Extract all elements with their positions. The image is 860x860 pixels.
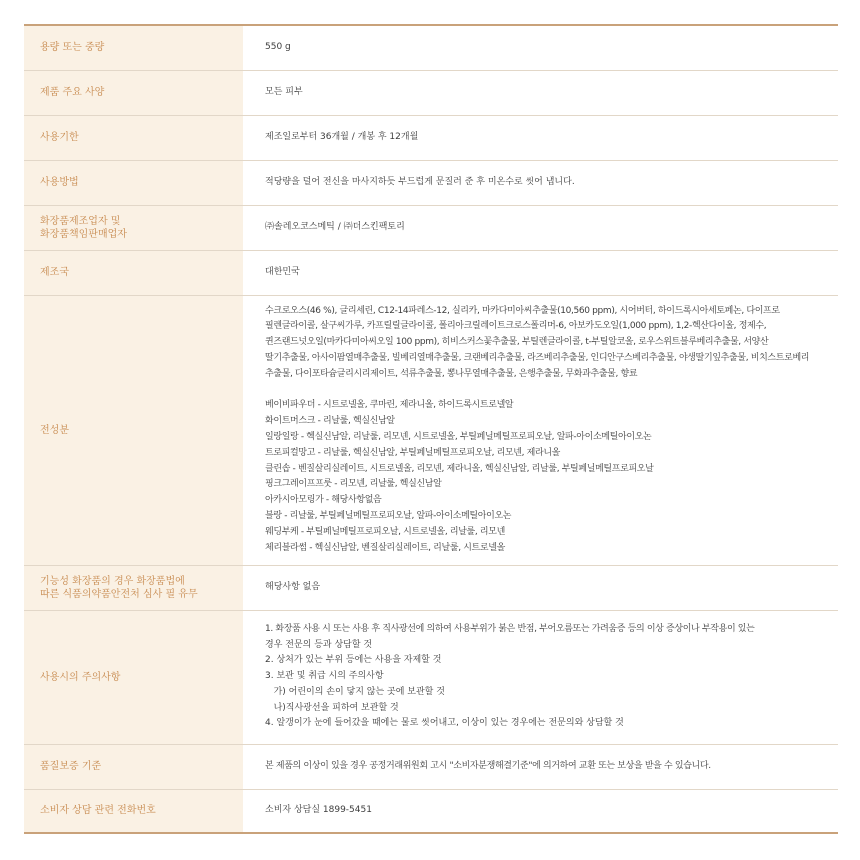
product-info-table [24,24,838,834]
precaution-line: 4. 알갱이가 눈에 들어갔을 때에는 물로 씻어내고, 이상이 있는 경우에는 전문의와 상담할 것 [265,718,624,729]
ingredients-line: 추출물, 다이포타슘글리시리제이트, 석류추출물, 뽕나무열매추출물, 은행추출물, 무화과추출물, 향료 [265,368,638,379]
row-manufacturer [24,205,838,250]
value-functional: 해당사항 없음 [265,581,321,592]
row-quality [24,744,838,789]
row-spec [24,70,838,115]
label-volume: 용량 또는 중량 [24,25,243,70]
label-usage: 사용방법 [24,160,243,205]
label-functional: 기능성 화장품의 경우 화장품법에 따른 식품의약품안전처 심사 필 유무 [24,565,243,610]
precaution-line: 3. 보관 및 취급 시의 주의사항 [265,671,384,682]
row-origin [24,250,838,295]
fragrance-line: 클린솝 - 벤질살리실레이트, 시트로넬올, 리모넨, 제라니올, 헥실신남알, 리날룰, 부틸페닐메틸프로피오날 [265,463,654,474]
fragrance-line: 화이트머스크 - 리날룰, 헥실신남알 [265,416,395,427]
precaution-line: 1. 화장품 사용 시 또는 사용 후 직사광선에 의하여 사용부위가 붉은 반점, 부어오름또는 가려움증 등의 이상 증상이나 부작용이 있는 [265,623,755,634]
row-usage [24,160,838,205]
fragrance-line: 블랑 - 리날룰, 부틸페닐메틸프로피오날, 알파-아이소메틸아이오논 [265,510,512,521]
row-expiry [24,115,838,160]
ingredients-line: 필렌글라이콜, 살구씨가루, 카프릴릴글라이콜, 폴리아크릴레이트크로스폴리머-6, 아보카도오일(1,000 ppm), 1,2-헥산다이올, 정제수, [265,321,767,332]
ingredients-line: 딸기추출물, 아사이팜열매추출물, 빌베리열매추출물, 크랜베리추출물, 라즈베리추출물, 인디안구스베리추출물, 야생딸기잎추출물, 비치스트로베리 [265,353,810,364]
fragrance-line: 트로피컬망고 - 리날룰, 헥실신남알, 부틸페닐메틸프로피오날, 리모넨, 제라니올 [265,447,561,458]
value-quality: 본 제품의 이상이 있을 경우 공정거래위원회 고시 "소비자분쟁해결기준"에 의거하여 교환 또는 보상을 받을 수 있습니다. [265,760,711,771]
label-origin: 제조국 [24,250,243,295]
value-contact: 소비자 상담실 1899-5451 [265,804,372,815]
row-precautions [24,610,838,744]
label-precautions: 사용시의 주의사항 [24,610,243,744]
value-usage: 적당량을 덜어 전신을 마사지하듯 부드럽게 문질러 준 후 미온수로 씻어 냅니다. [265,176,575,187]
value-expiry: 제조일로부터 36개월 / 개봉 후 12개월 [265,131,419,142]
row-functional [24,565,838,610]
fragrance-line: 아카시아모링가 - 해당사항없음 [265,495,382,506]
precaution-line: 경우 전문의 등과 상담할 것 [265,639,373,650]
value-manufacturer: ㈜솔레오코스메틱 / ㈜더스킨팩토리 [265,221,405,232]
fragrance-line: 체리블라썸 - 헥실신남알, 벤질살리실레이트, 리날룰, 시트로넬올 [265,542,505,553]
row-ingredients [24,295,838,565]
ingredients-line: 수크로오스(46 %), 글리세린, C12-14파레스-12, 실리카, 마카다미아씨추출물(10,560 ppm), 시어버터, 하이드록시아세토페논, 다이프로 [265,305,780,316]
label-ingredients: 전성분 [24,295,243,565]
precaution-line: 2. 상처가 있는 부위 등에는 사용을 자제할 것 [265,655,442,666]
value-origin: 대한민국 [265,266,300,277]
precaution-line: 가) 어린이의 손이 닿지 않는 곳에 보관할 것 [265,686,445,697]
label-expiry: 사용기한 [24,115,243,160]
label-manufacturer: 화장품제조업자 및 화장품책임판매업자 [24,205,243,250]
value-precautions [243,610,838,744]
precaution-line: 나)직사광선을 피하여 보관할 것 [265,702,399,713]
row-volume [24,25,838,70]
value-ingredients [243,295,838,565]
fragrance-line: 베이비파우더 - 시트로넬올, 쿠마린, 제라니올, 하이드록시트로넬알 [265,400,514,411]
label-spec: 제품 주요 사양 [24,70,243,115]
fragrance-line: 핑크그레이프프룻 - 리모넨, 리날룰, 헥실신남알 [265,479,442,490]
label-quality: 품질보증 기준 [24,744,243,789]
value-volume: 550 g [265,41,291,52]
fragrance-line: 일랑일랑 - 헥실신남알, 리날룰, 리모넨, 시트로넬올, 부틸페닐메틸프로피오날, 알파-아이소메틸아이오논 [265,432,652,442]
fragrance-line: 웨딩부케 - 부틸페닐메틸프로피오날, 시트로넬올, 리날룰, 리모넨 [265,526,505,537]
value-spec: 모든 피부 [265,86,303,97]
ingredients-line: 퀸즈랜드넛오일(마카다미아씨오일 100 ppm), 히비스커스꽃추출물, 부틸렌글라이콜, t-부틸알코올, 로우스위트블루베리추출물, 서양산 [265,337,769,348]
row-contact [24,789,838,833]
ingredients-spacer [265,383,826,399]
product-info-table-container [24,24,838,834]
label-contact: 소비자 상담 관련 전화번호 [24,789,243,833]
